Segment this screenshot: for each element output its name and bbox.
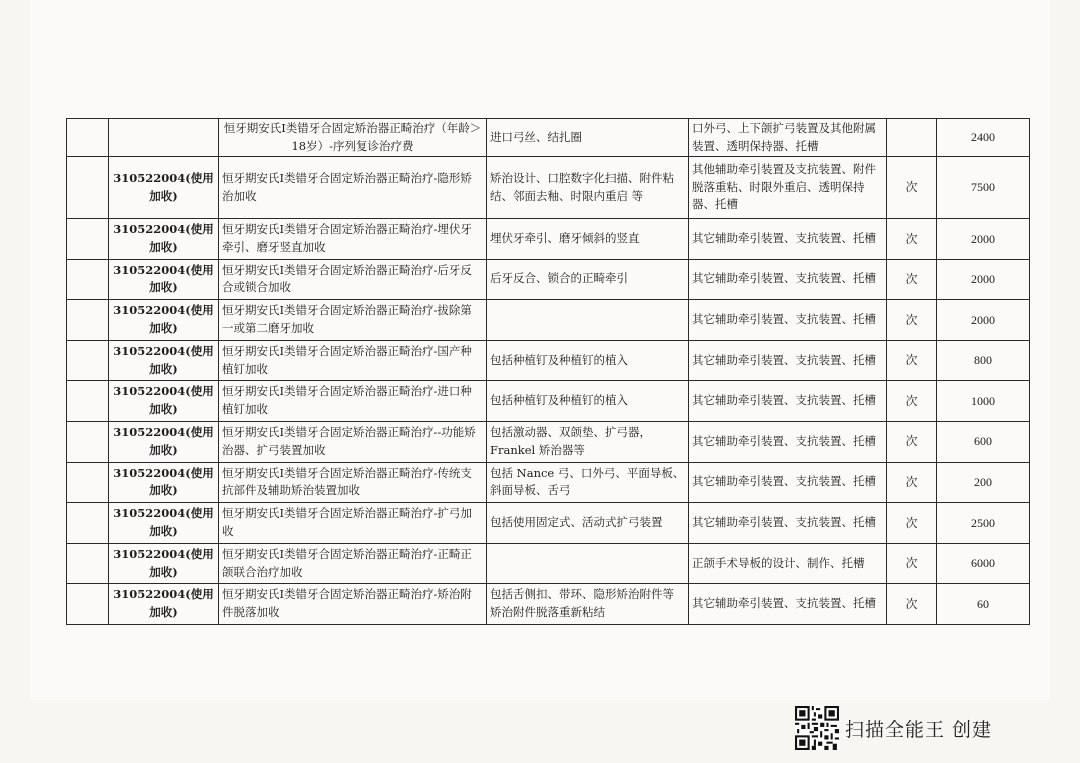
blank-cell <box>67 340 109 381</box>
scanner-watermark <box>795 706 992 750</box>
except-cell: 其它辅助牵引装置、支抗装置、托槽 <box>689 421 887 462</box>
except-cell: 其它辅助牵引装置、支抗装置、托槽 <box>689 584 887 625</box>
table-row <box>67 259 1030 300</box>
content-cell: 埋伏牙牵引、磨牙倾斜的竖直 <box>487 219 689 260</box>
name-cell: 恒牙期安氏Ⅰ类错牙合固定矫治器正畸治疗（年龄＞18岁）-序列复诊治疗费 <box>219 119 487 157</box>
except-cell: 其它辅助牵引装置、支抗装置、托槽 <box>689 462 887 503</box>
code-cell: 310522004(使用加收) <box>109 219 219 260</box>
blank-cell <box>67 259 109 300</box>
name-cell: 恒牙期安氏Ⅰ类错牙合固定矫治器正畸治疗-国产种植钉加收 <box>219 340 487 381</box>
except-cell: 其它辅助牵引装置、支抗装置、托槽 <box>689 219 887 260</box>
content-cell: 包括使用固定式、活动式扩弓装置 <box>487 503 689 544</box>
name-cell: 恒牙期安氏Ⅰ类错牙合固定矫治器正畸治疗-埋伏牙牵引、磨牙竖直加收 <box>219 219 487 260</box>
name-cell: 恒牙期安氏Ⅰ类错牙合固定矫治器正畸治疗-拔除第一或第二磨牙加收 <box>219 300 487 341</box>
content-cell: 包括种植钉及种植钉的植入 <box>487 340 689 381</box>
content-cell: 包括 Nance 弓、口外弓、平面导板、斜面导板、舌弓 <box>487 462 689 503</box>
unit-cell: 次 <box>887 421 937 462</box>
name-cell: 恒牙期安氏Ⅰ类错牙合固定矫治器正畸治疗-进口种植钉加收 <box>219 381 487 422</box>
code-cell: 310522004(使用加收) <box>109 157 219 219</box>
content-cell: 包括激动器、双颌垫、扩弓器，Frankel 矫治器等 <box>487 421 689 462</box>
price-cell: 2000 <box>937 219 1030 260</box>
content-cell: 包括种植钉及种植钉的植入 <box>487 381 689 422</box>
code-cell: 310522004(使用加收) <box>109 381 219 422</box>
name-cell: 恒牙期安氏Ⅰ类错牙合固定矫治器正畸治疗-后牙反合或锁合加收 <box>219 259 487 300</box>
except-cell: 其它辅助牵引装置、支抗装置、托槽 <box>689 300 887 341</box>
code-cell: 310522004(使用加收) <box>109 543 219 584</box>
name-cell: 恒牙期安氏Ⅰ类错牙合固定矫治器正畸治疗-传统支抗部件及辅助矫治装置加收 <box>219 462 487 503</box>
unit-cell: 次 <box>887 259 937 300</box>
code-cell: 310522004(使用加收) <box>109 340 219 381</box>
unit-cell: 次 <box>887 219 937 260</box>
code-cell <box>109 119 219 157</box>
code-cell: 310522004(使用加收) <box>109 421 219 462</box>
table-row <box>67 219 1030 260</box>
code-cell: 310522004(使用加收) <box>109 300 219 341</box>
content-cell: 矫治设计、口腔数字化扫描、附件粘结、邻面去釉、时限内重启 等 <box>487 157 689 219</box>
except-cell: 其它辅助牵引装置、支抗装置、托槽 <box>689 340 887 381</box>
unit-cell: 次 <box>887 157 937 219</box>
table-body <box>67 119 1030 625</box>
name-cell: 恒牙期安氏Ⅰ类错牙合固定矫治器正畸治疗-扩弓加收 <box>219 503 487 544</box>
except-cell: 正颌手术导板的设计、制作、托槽 <box>689 543 887 584</box>
except-cell: 其它辅助牵引装置、支抗装置、托槽 <box>689 503 887 544</box>
table-row <box>67 584 1030 625</box>
qr-code-icon <box>795 706 839 750</box>
table-row <box>67 543 1030 584</box>
table-row <box>67 381 1030 422</box>
price-cell: 2000 <box>937 259 1030 300</box>
blank-cell <box>67 584 109 625</box>
name-cell: 恒牙期安氏Ⅰ类错牙合固定矫治器正畸治疗-矫治附件脱落加收 <box>219 584 487 625</box>
table-row <box>67 340 1030 381</box>
blank-cell <box>67 219 109 260</box>
unit-cell: 次 <box>887 503 937 544</box>
blank-cell <box>67 300 109 341</box>
unit-cell: 次 <box>887 340 937 381</box>
blank-cell <box>67 462 109 503</box>
blank-cell <box>67 381 109 422</box>
price-cell: 2400 <box>937 119 1030 157</box>
table-row <box>67 157 1030 219</box>
code-cell: 310522004(使用加收) <box>109 259 219 300</box>
except-cell: 其他辅助牵引装置及支抗装置、附件脱落重粘、时限外重启、透明保持器、托槽 <box>689 157 887 219</box>
price-cell: 200 <box>937 462 1030 503</box>
content-cell: 包括舌侧扣、带环、隐形矫治附件等矫治附件脱落重新粘结 <box>487 584 689 625</box>
except-cell: 其它辅助牵引装置、支抗装置、托槽 <box>689 259 887 300</box>
code-cell: 310522004(使用加收) <box>109 584 219 625</box>
unit-cell: 次 <box>887 543 937 584</box>
table-row <box>67 503 1030 544</box>
table-row <box>67 119 1030 157</box>
unit-cell: 次 <box>887 462 937 503</box>
content-cell: 进口弓丝、结扎圈 <box>487 119 689 157</box>
price-cell: 60 <box>937 584 1030 625</box>
name-cell: 恒牙期安氏Ⅰ类错牙合固定矫治器正畸治疗--功能矫治器、扩弓装置加收 <box>219 421 487 462</box>
unit-cell: 次 <box>887 300 937 341</box>
watermark-text: 扫描全能王 创建 <box>844 718 992 741</box>
price-cell: 2500 <box>937 503 1030 544</box>
except-cell: 其它辅助牵引装置、支抗装置、托槽 <box>689 381 887 422</box>
unit-cell <box>887 119 937 157</box>
code-cell: 310522004(使用加收) <box>109 462 219 503</box>
content-cell <box>487 543 689 584</box>
blank-cell <box>67 421 109 462</box>
fee-table <box>66 118 1030 625</box>
blank-cell <box>67 119 109 157</box>
table-row <box>67 421 1030 462</box>
name-cell: 恒牙期安氏Ⅰ类错牙合固定矫治器正畸治疗-正畸正颌联合治疗加收 <box>219 543 487 584</box>
content-cell <box>487 300 689 341</box>
unit-cell: 次 <box>887 584 937 625</box>
except-cell: 口外弓、上下颌扩弓装置及其他附属装置、透明保持器、托槽 <box>689 119 887 157</box>
blank-cell <box>67 543 109 584</box>
name-cell: 恒牙期安氏Ⅰ类错牙合固定矫治器正畸治疗-隐形矫治加收 <box>219 157 487 219</box>
price-cell: 6000 <box>937 543 1030 584</box>
code-cell: 310522004(使用加收) <box>109 503 219 544</box>
content-cell: 后牙反合、锁合的正畸牵引 <box>487 259 689 300</box>
price-cell: 1000 <box>937 381 1030 422</box>
price-cell: 800 <box>937 340 1030 381</box>
price-cell: 7500 <box>937 157 1030 219</box>
price-cell: 600 <box>937 421 1030 462</box>
table-row <box>67 462 1030 503</box>
table-row <box>67 300 1030 341</box>
blank-cell <box>67 157 109 219</box>
blank-cell <box>67 503 109 544</box>
price-cell: 2000 <box>937 300 1030 341</box>
unit-cell: 次 <box>887 381 937 422</box>
